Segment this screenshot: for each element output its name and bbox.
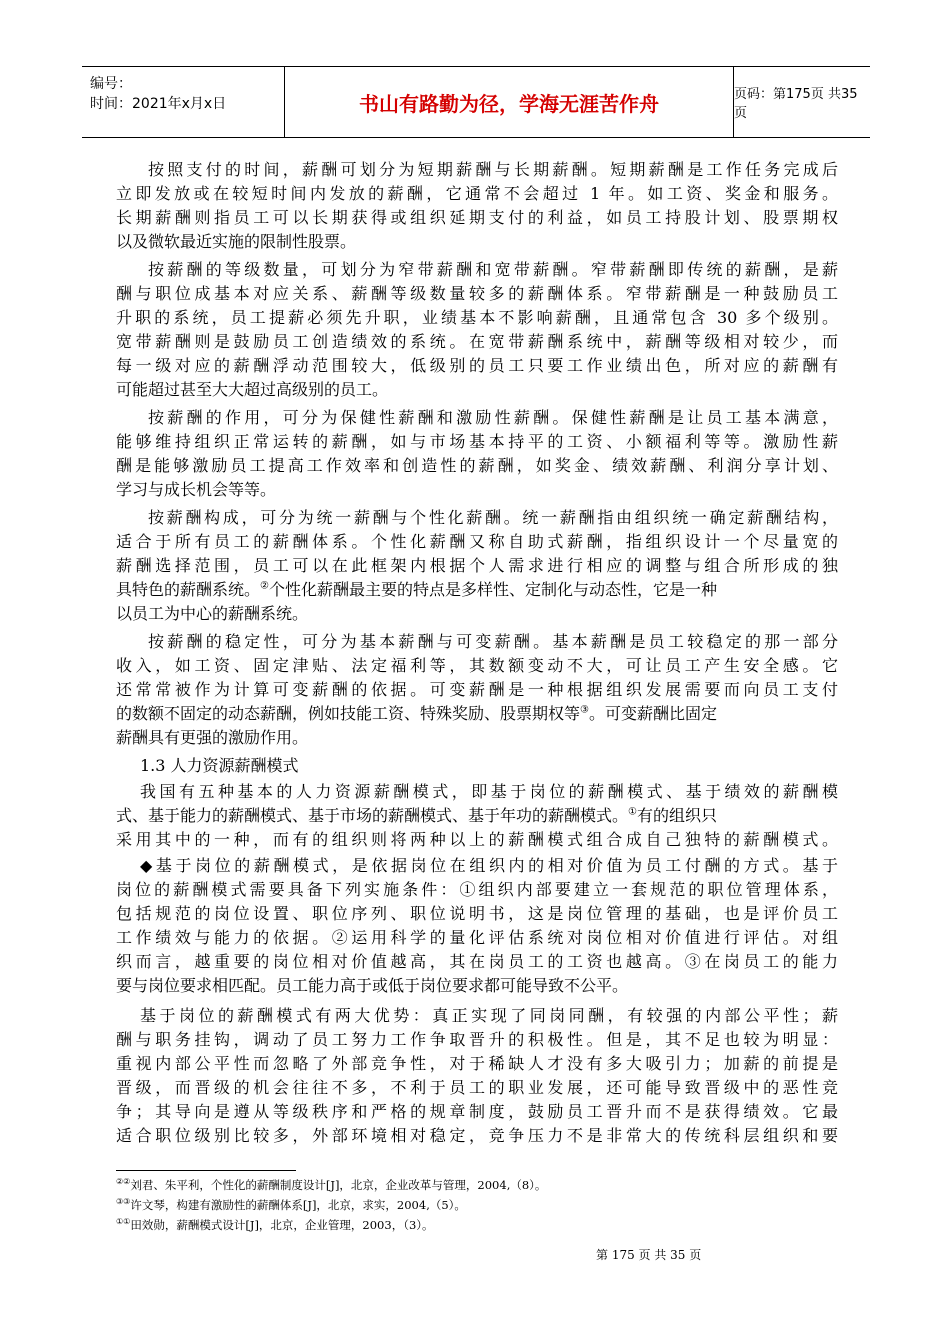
footnote-marker: ① <box>628 806 637 818</box>
header-meta-cell <box>82 67 284 137</box>
text-line: 采用其中的一种，而有的组织则将两种以上的薪酬模式组合成自己独特的薪酬模式。 <box>116 830 838 849</box>
text-line: 适合于所有员工的薪酬体系。个性化薪酬又称自助式薪酬，指组织设计一个尽量宽的 <box>116 532 838 551</box>
text-segment: 的数额不固定的动态薪酬，例如技能工资、特殊奖励、股票期权等 <box>116 704 581 723</box>
text-line: 适合职位级别比较多，外部环境相对稳定，竞争压力不是非常大的传统科层组织和要 <box>116 1126 838 1145</box>
text-line: 长期薪酬则指员工可以长期获得或组织延期支付的利益，如员工持股计划、股票期权 <box>116 208 838 227</box>
text-line: ◆基于岗位的薪酬模式，是依据岗位在组织内的相对价值为员工付酬的方式。基于 <box>140 856 838 875</box>
document-time-label: 时间：2021年x月x日 <box>90 96 227 112</box>
text-line: 升职的系统，员工提薪必须先升职，业绩基本不影响薪酬，且通常包含 30 多个级别。 <box>116 308 838 327</box>
text-line: 酬是能够激励员工提高工作效率和创造性的薪酬，如奖金、绩效薪酬、利润分享计划、 <box>116 456 838 475</box>
text-segment: 个性化薪酬最主要的特点是多样性、定制化与动态性，它是一种 <box>268 580 717 599</box>
text-segment: 。可变薪酬比固定 <box>588 704 717 723</box>
text-line: 工作绩效与能力的依据。②运用科学的量化评估系统对岗位相对价值进行评估。对组 <box>116 928 838 947</box>
text-segment: 有的组织只 <box>636 806 717 825</box>
text-line: 宽带薪酬则是鼓励员工创造绩效的系统。在宽带薪酬系统中，薪酬等级相对较少，而 <box>116 332 838 351</box>
text-line: 立即发放或在较短时间内发放的薪酬，它通常不会超过 1 年。如工资、奖金和服务。 <box>116 184 838 203</box>
footnote-text: 田效勋，薪酬模式设计[J]，北京，企业管理，2003，（3）。 <box>130 1218 434 1232</box>
text-segment: 式、基于能力的薪酬模式、基于市场的薪酬模式、基于年功的薪酬模式。 <box>116 806 629 825</box>
footnote-mark: ③③ <box>116 1197 131 1207</box>
footnote-marker: ③ <box>580 704 589 716</box>
text-line <box>116 804 717 828</box>
text-line: 酬与职位成基本对应关系、薪酬等级数量较多的薪酬体系。窄带薪酬是一种鼓励员工 <box>116 284 838 303</box>
text-line: 以及微软最近实施的限制性股票。 <box>116 232 357 251</box>
header-motto: 书山有路勤为径，学海无涯苦作舟 <box>284 67 734 137</box>
text-line: 可能超过甚至大大超过高级别的员工。 <box>116 380 389 399</box>
text-line: 每一级对应的薪酬浮动范围较大，低级别的员工只要工作业绩出色，所对应的薪酬有 <box>116 356 838 375</box>
footnote-mark: ②② <box>116 1177 131 1187</box>
text-segment: 具特色的薪酬系统。 <box>116 580 261 599</box>
text-line: 我国有五种基本的人力资源薪酬模式，即基于岗位的薪酬模式、基于绩效的薪酬模 <box>140 782 838 801</box>
footnote-marker: ② <box>260 580 269 592</box>
text-line: 基于岗位的薪酬模式有两大优势：真正实现了同岗同酬，有较强的内部公平性；薪 <box>140 1006 838 1025</box>
footnote-text: 许文琴，构建有激励性的薪酬体系[J]，北京，求实，2004,（5）。 <box>130 1198 466 1212</box>
text-line: 按薪酬构成，可分为统一薪酬与个性化薪酬。统一薪酬指由组织统一确定薪酬结构， <box>148 508 838 527</box>
text-line: 能够维持组织正常运转的薪酬，如与市场基本持平的工资、小额福利等等。激励性薪 <box>116 432 838 451</box>
footnote-mark: ①① <box>116 1217 131 1227</box>
footnote <box>116 1217 434 1233</box>
footnote-divider <box>116 1170 296 1171</box>
text-line: 薪酬选择范围，员工可以在此框架内根据个人需求进行相应的调整与组合所形成的独 <box>116 556 838 575</box>
text-line: 织而言，越重要的岗位相对价值越高，其在岗员工的工资也越高。③在岗员工的能力 <box>116 952 838 971</box>
text-line: 酬与职务挂钩，调动了员工努力工作争取晋升的积极性。但是，其不足也较为明显： <box>116 1030 838 1049</box>
page-number-footer: 第 175 页 共 35 页 <box>596 1248 702 1262</box>
text-line: 按薪酬的作用，可分为保健性薪酬和激励性薪酬。保健性薪酬是让员工基本满意， <box>148 408 838 427</box>
text-line <box>116 578 717 602</box>
text-line: 按照支付的时间，薪酬可划分为短期薪酬与长期薪酬。短期薪酬是工作任务完成后 <box>148 160 838 179</box>
text-line <box>116 702 717 726</box>
text-line: 薪酬具有更强的激励作用。 <box>116 728 309 747</box>
text-line: 包括规范的岗位设置、职位序列、职位说明书，这是岗位管理的基础，也是评价员工 <box>116 904 838 923</box>
header-page-info: 页码：第175页 共35页 <box>734 87 858 121</box>
page-header <box>82 66 870 138</box>
document-number-label: 编号： <box>90 76 132 92</box>
text-line: 争；其导向是遵从等级秩序和严格的规章制度，鼓励员工晋升而不是获得绩效。它最 <box>116 1102 838 1121</box>
text-line: 重视内部公平性而忽略了外部竞争性，对于稀缺人才没有多大吸引力；加薪的前提是 <box>116 1054 838 1073</box>
text-line: 以员工为中心的薪酬系统。 <box>116 604 309 623</box>
text-line: 按薪酬的等级数量，可划分为窄带薪酬和宽带薪酬。窄带薪酬即传统的薪酬，是薪 <box>148 260 838 279</box>
section-heading: 1.3 人力资源薪酬模式 <box>140 756 299 775</box>
text-line: 收入，如工资、固定津贴、法定福利等，其数额变动不大，可让员工产生安全感。它 <box>116 656 838 675</box>
text-line: 学习与成长机会等等。 <box>116 480 277 499</box>
text-line: 岗位的薪酬模式需要具备下列实施条件：①组织内部要建立一套规范的职位管理体系， <box>116 880 838 899</box>
text-line: 按薪酬的稳定性，可分为基本薪酬与可变薪酬。基本薪酬是员工较稳定的那一部分 <box>148 632 838 651</box>
text-line: 还常常被作为计算可变薪酬的依据。可变薪酬是一种根据组织发展需要而向员工支付 <box>116 680 838 699</box>
footnote <box>116 1177 546 1193</box>
text-line: 晋级，而晋级的机会往往不多，不利于员工的职业发展，还可能导致晋级中的恶性竞 <box>116 1078 838 1097</box>
footnote <box>116 1197 466 1213</box>
text-line: 要与岗位要求相匹配。员工能力高于或低于岗位要求都可能导致不公平。 <box>116 976 629 995</box>
footnote-text: 刘君、朱平利，个性化的薪酬制度设计[J]，北京，企业改革与管理，2004,（8）。 <box>130 1178 547 1192</box>
